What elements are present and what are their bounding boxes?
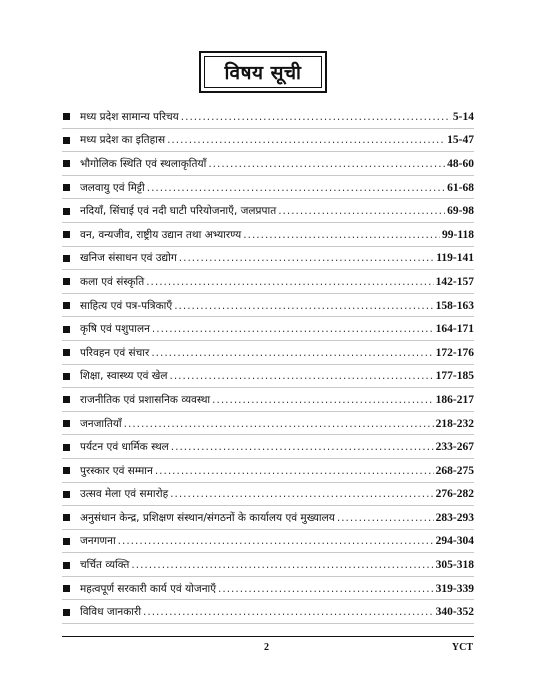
toc-entry-title: परिवहन एवं संचार <box>80 346 150 359</box>
toc-entry <box>80 110 474 124</box>
dot-leader <box>169 370 433 382</box>
square-bullet-icon <box>63 302 70 309</box>
dot-leader <box>218 583 434 595</box>
dot-leader <box>278 205 445 217</box>
toc-entry-title: राजनीतिक एवं प्रशासनिक व्यवस्था <box>80 393 211 406</box>
dot-leader <box>171 441 434 453</box>
toc-entry-pages: 119-141 <box>436 252 474 265</box>
square-bullet-icon <box>63 184 70 191</box>
dot-leader <box>124 418 434 430</box>
toc-row <box>62 152 474 176</box>
dot-leader <box>208 158 445 170</box>
toc-row <box>62 176 474 200</box>
toc-row <box>62 553 474 577</box>
footer-divider <box>62 636 474 637</box>
toc-entry-pages: 48-60 <box>447 157 474 170</box>
toc-entry <box>80 582 474 596</box>
toc-entry-pages: 186-217 <box>435 393 474 406</box>
toc-entry <box>80 251 474 265</box>
square-bullet-icon <box>63 326 70 333</box>
square-bullet-icon <box>63 231 70 238</box>
square-bullet-icon <box>63 349 70 356</box>
toc-entry-title: कृषि एवं पशुपालन <box>80 323 150 336</box>
toc-entry <box>80 487 474 501</box>
toc-entry-title: चर्चित व्यक्ति <box>80 559 130 572</box>
toc-row <box>62 388 474 412</box>
row-divider <box>62 623 474 624</box>
toc-entry <box>80 322 474 336</box>
dot-leader <box>146 276 433 288</box>
toc-entry-pages: 99-118 <box>442 228 474 241</box>
footer-page-number: 2 <box>264 642 269 653</box>
table-of-contents <box>62 105 474 624</box>
toc-row <box>62 317 474 341</box>
toc-entry-pages: 15-47 <box>447 134 474 147</box>
page-title: विषय सूची <box>204 56 322 88</box>
square-bullet-icon <box>63 396 70 403</box>
toc-entry <box>80 157 474 171</box>
dot-leader <box>118 535 434 547</box>
toc-entry <box>80 299 474 313</box>
toc-entry-pages: 172-176 <box>435 346 474 359</box>
dot-leader <box>147 182 445 194</box>
square-bullet-icon <box>63 514 70 521</box>
toc-entry-pages: 294-304 <box>435 535 474 548</box>
toc-entry <box>80 464 474 478</box>
square-bullet-icon <box>63 113 70 120</box>
toc-entry-title: उत्सव मेला एवं समारोह <box>80 488 169 501</box>
dot-leader <box>174 300 433 312</box>
toc-entry <box>80 346 474 360</box>
toc-entry-pages: 283-293 <box>435 511 474 524</box>
toc-entry-title: महत्वपूर्ण सरकारी कार्य एवं योजनाएँ <box>80 582 217 595</box>
square-bullet-icon <box>63 420 70 427</box>
toc-entry-pages: 276-282 <box>435 488 474 501</box>
dot-leader <box>131 559 433 571</box>
toc-entry-pages: 142-157 <box>435 275 474 288</box>
dot-leader <box>167 134 445 146</box>
dot-leader <box>212 394 434 406</box>
dot-leader <box>143 606 434 618</box>
dot-leader <box>179 252 435 264</box>
toc-entry-title: खनिज संसाधन एवं उद्योग <box>80 252 177 265</box>
toc-entry-title: नदियाँ, सिंचाई एवं नदी घाटी परियोजनाएँ, जलप्रपात <box>80 205 277 218</box>
toc-entry <box>80 275 474 289</box>
square-bullet-icon <box>63 444 70 451</box>
toc-row <box>62 577 474 601</box>
square-bullet-icon <box>63 160 70 167</box>
toc-entry <box>80 204 474 218</box>
toc-entry-title: शिक्षा, स्वास्थ्य एवं खेल <box>80 370 168 383</box>
toc-entry-pages: 177-185 <box>435 370 474 383</box>
toc-entry-pages: 305-318 <box>435 559 474 572</box>
dot-leader <box>181 111 451 123</box>
toc-entry-title: अनुसंधान केन्द्र, प्रशिक्षण संस्थान/संगठनों के कार्यालय एवं मुख्यालय <box>80 511 335 524</box>
square-bullet-icon <box>63 373 70 380</box>
toc-entry-pages: 218-232 <box>435 417 474 430</box>
toc-entry-pages: 340-352 <box>435 606 474 619</box>
square-bullet-icon <box>63 208 70 215</box>
toc-row <box>62 506 474 530</box>
dot-leader <box>152 323 434 335</box>
toc-entry-title: भौगोलिक स्थिति एवं स्थलाकृतियाँ <box>80 157 207 170</box>
toc-entry-pages: 233-267 <box>435 441 474 454</box>
dot-leader <box>243 229 440 241</box>
toc-entry-pages: 268-275 <box>435 464 474 477</box>
square-bullet-icon <box>63 467 70 474</box>
toc-row <box>62 105 474 129</box>
toc-entry-title: मध्य प्रदेश का इतिहास <box>80 134 166 147</box>
toc-entry <box>80 181 474 195</box>
toc-row <box>62 223 474 247</box>
toc-entry-title: मध्य प्रदेश सामान्य परिचय <box>80 110 179 123</box>
toc-entry <box>80 369 474 383</box>
footer-brand: YCT <box>451 642 473 653</box>
toc-row <box>62 199 474 223</box>
toc-row <box>62 270 474 294</box>
toc-entry <box>80 511 474 525</box>
square-bullet-icon <box>63 609 70 616</box>
dot-leader <box>155 465 434 477</box>
toc-entry-title: जनगणना <box>80 535 116 548</box>
toc-row <box>62 294 474 318</box>
toc-entry <box>80 228 474 242</box>
toc-entry-title: वन, वन्यजीव, राष्ट्रीय उद्यान तथा अभ्यारण्य <box>80 228 242 241</box>
toc-entry-title: साहित्य एवं पत्र-पत्रिकाएँ <box>80 299 173 312</box>
toc-row <box>62 483 474 507</box>
dot-leader <box>337 512 434 524</box>
toc-entry <box>80 417 474 431</box>
toc-entry-pages: 61-68 <box>447 181 474 194</box>
dot-leader <box>151 347 433 359</box>
toc-entry-title: पर्यटन एवं धार्मिक स्थल <box>80 441 169 454</box>
toc-row <box>62 341 474 365</box>
toc-entry-pages: 69-98 <box>447 205 474 218</box>
toc-row <box>62 600 474 624</box>
square-bullet-icon <box>63 585 70 592</box>
toc-row <box>62 247 474 271</box>
toc-entry-pages: 164-171 <box>435 323 474 336</box>
square-bullet-icon <box>63 562 70 569</box>
toc-entry <box>80 133 474 147</box>
toc-entry <box>80 440 474 454</box>
toc-row <box>62 129 474 153</box>
square-bullet-icon <box>63 491 70 498</box>
toc-entry <box>80 605 474 619</box>
toc-row <box>62 459 474 483</box>
toc-entry-title: पुरस्कार एवं सम्मान <box>80 464 153 477</box>
dot-leader <box>170 488 434 500</box>
toc-entry-pages: 319-339 <box>435 582 474 595</box>
toc-entry <box>80 534 474 548</box>
toc-row <box>62 435 474 459</box>
square-bullet-icon <box>63 538 70 545</box>
toc-entry-title: कला एवं संस्कृति <box>80 275 145 288</box>
toc-entry-title: विविध जानकारी <box>80 606 142 619</box>
toc-row <box>62 412 474 436</box>
toc-entry-title: जनजातियाँ <box>80 417 122 430</box>
toc-entry <box>80 558 474 572</box>
square-bullet-icon <box>63 137 70 144</box>
toc-row <box>62 365 474 389</box>
toc-row <box>62 530 474 554</box>
square-bullet-icon <box>63 255 70 262</box>
title-box <box>199 51 327 93</box>
toc-entry <box>80 393 474 407</box>
toc-entry-pages: 158-163 <box>435 299 474 312</box>
toc-entry-title: जलवायु एवं मिट्टी <box>80 181 145 194</box>
toc-entry-pages: 5-14 <box>452 110 474 123</box>
square-bullet-icon <box>63 278 70 285</box>
